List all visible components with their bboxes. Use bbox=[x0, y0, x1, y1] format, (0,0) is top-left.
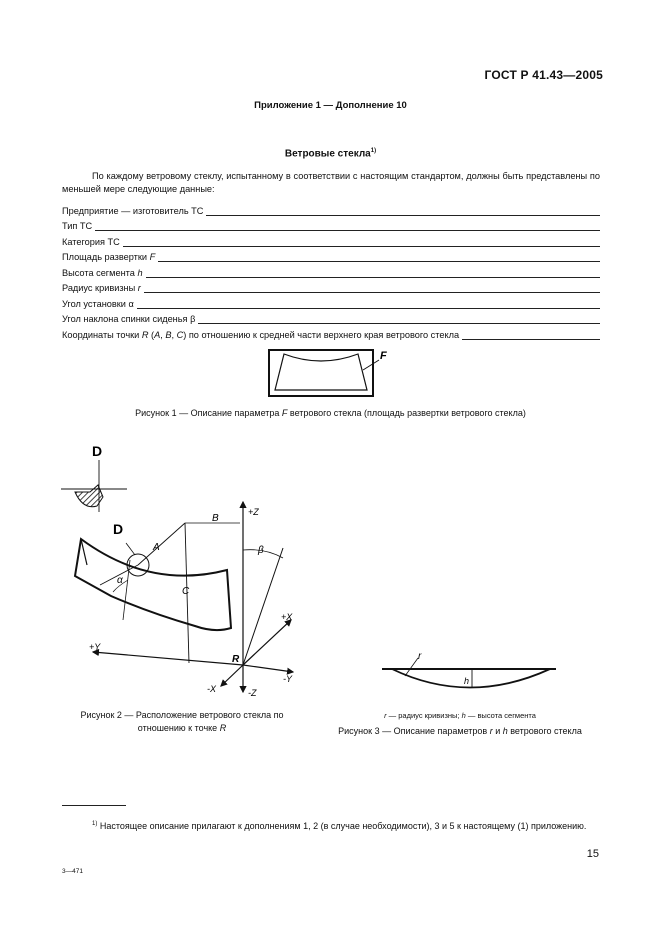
coord-text: ( bbox=[148, 329, 155, 340]
figure2-label-plus-z: +Z bbox=[248, 507, 259, 517]
field-point-r-coordinates bbox=[62, 324, 600, 340]
coord-b-symbol: B bbox=[165, 329, 172, 340]
figure3-label-h: h bbox=[464, 676, 470, 686]
figure2-label-a: A bbox=[153, 542, 160, 553]
field-symbol: h bbox=[137, 267, 143, 278]
footnote-mark: 1) bbox=[92, 821, 98, 827]
field-label: Предприятие — изготовитель ТС bbox=[62, 205, 204, 216]
field-label bbox=[62, 330, 459, 340]
caption-line bbox=[62, 722, 302, 735]
field-label: Угол установки bbox=[62, 298, 126, 309]
footnote-separator bbox=[62, 805, 126, 806]
figure1-leader-line bbox=[363, 360, 379, 370]
figure2-label-d-top: D bbox=[92, 443, 103, 459]
footnote bbox=[62, 818, 600, 833]
field-blank-line bbox=[137, 298, 600, 309]
field-symbol: α bbox=[128, 298, 134, 309]
field-blank-line bbox=[144, 282, 600, 293]
section-title bbox=[0, 148, 661, 159]
figure2-label-minus-x: -X bbox=[207, 684, 216, 694]
figure1-glass-outline bbox=[275, 354, 367, 390]
legend-symbol: h bbox=[461, 711, 466, 720]
document-header: ГОСТ Р 41.43—2005 bbox=[484, 68, 603, 82]
figure3-caption bbox=[320, 726, 600, 736]
coord-a-symbol: A bbox=[154, 329, 161, 340]
figure2-label-d-mid: D bbox=[113, 521, 124, 537]
caption-text: ветрового стекла (площадь развертки ветрового стекла) bbox=[287, 408, 526, 418]
page-number: 15 bbox=[586, 848, 599, 860]
caption-symbol: R bbox=[219, 723, 227, 733]
figure3-legend bbox=[320, 711, 600, 720]
caption-text: Рисунок 3 — Описание параметров bbox=[338, 726, 490, 736]
field-symbol: β bbox=[190, 314, 196, 324]
figure2-label-beta: β bbox=[258, 545, 264, 556]
footnote-text: Настоящее описание прилагают к дополнениям 1, 2 (в случае необходимости), 3 и 5 к настоящему (1) приложению. bbox=[99, 821, 587, 831]
detail-leader-line bbox=[126, 543, 135, 555]
figure2-label-plus-x: +X bbox=[281, 612, 293, 622]
figure1-frame bbox=[269, 350, 373, 396]
caption-symbol: F bbox=[281, 408, 288, 418]
caption-text: Рисунок 1 — Описание параметра bbox=[135, 408, 282, 418]
figure3-radius-leader bbox=[405, 658, 418, 676]
figure2-diagram bbox=[55, 440, 305, 702]
field-curvature-radius bbox=[62, 278, 600, 294]
field-blank-line bbox=[123, 236, 600, 247]
figure2-label-c: C bbox=[182, 586, 190, 597]
field-blank-line bbox=[198, 313, 600, 324]
figure1-diagram bbox=[260, 346, 400, 400]
coord-text: , bbox=[160, 329, 166, 340]
alpha-line-2 bbox=[123, 560, 130, 620]
x-axis-negative bbox=[221, 665, 243, 686]
field-blank-line bbox=[462, 329, 600, 340]
field-manufacturer bbox=[62, 200, 600, 216]
data-fields bbox=[62, 200, 600, 340]
caption-symbol: r bbox=[489, 726, 493, 736]
field-blank-line bbox=[206, 205, 600, 216]
field-label: Угол наклона спинки сиденья bbox=[62, 314, 188, 324]
field-label: Площадь развертки bbox=[62, 252, 148, 262]
detail-d-hatched-section bbox=[75, 485, 103, 507]
figure2-label-alpha: α bbox=[117, 575, 123, 586]
intro-paragraph: По каждому ветровому стеклу, испытанному в соответствии с настоящим стандартом, должны быть представлены по меньшей мере следующие данные: bbox=[62, 171, 600, 194]
field-label: Высота сегмента bbox=[62, 267, 135, 278]
footnote-reference: 1) bbox=[370, 148, 377, 154]
caption-text: ветрового стекла bbox=[507, 726, 582, 736]
legend-text: — радиус кривизны; bbox=[386, 711, 462, 720]
field-installation-angle bbox=[62, 293, 600, 309]
field-symbol: r bbox=[137, 283, 141, 293]
dimension-a-line bbox=[138, 523, 185, 565]
field-segment-height bbox=[62, 262, 600, 278]
figure2-label-plus-y: +Y bbox=[89, 642, 101, 652]
figure2-label-minus-z: -Z bbox=[248, 688, 257, 698]
seat-back-line bbox=[243, 548, 283, 665]
caption-line: Рисунок 2 — Расположение ветрового стекла по bbox=[80, 710, 284, 720]
figure2-label-b: B bbox=[212, 513, 219, 524]
field-developed-area bbox=[62, 247, 600, 263]
figure1-label-f: F bbox=[380, 350, 387, 362]
coord-text: ) по отношению к средней части верхнего края ветрового стекла bbox=[183, 329, 460, 340]
coord-text: , bbox=[171, 329, 177, 340]
appendix-title: Приложение 1 — Дополнение 10 bbox=[254, 100, 407, 111]
figure3-label-r: r bbox=[418, 651, 422, 662]
field-blank-line bbox=[146, 267, 600, 278]
y-axis-negative bbox=[243, 665, 293, 672]
legend-text: — высота сегмента bbox=[465, 711, 536, 720]
legend-symbol: r bbox=[384, 711, 387, 720]
coord-c-symbol: C bbox=[176, 329, 184, 340]
y-axis bbox=[93, 652, 243, 665]
figure3-diagram bbox=[380, 648, 560, 694]
field-label: Тип ТС bbox=[62, 221, 93, 231]
figure2-caption bbox=[62, 709, 302, 735]
caption-text: и bbox=[492, 726, 503, 736]
caption-text: отношению к точке bbox=[137, 723, 220, 733]
section-title-text: Ветровые стекла bbox=[284, 148, 371, 160]
field-vehicle-type bbox=[62, 216, 600, 232]
field-symbol: F bbox=[149, 252, 156, 262]
field-blank-line bbox=[95, 220, 600, 231]
figure2-label-r: R bbox=[232, 654, 240, 665]
figure1-caption bbox=[0, 408, 661, 418]
coord-text: Координаты точки bbox=[62, 329, 142, 340]
figure3-arc bbox=[392, 669, 550, 688]
print-code: 3—471 bbox=[62, 868, 83, 875]
field-seat-back-angle bbox=[62, 309, 600, 325]
field-blank-line bbox=[158, 251, 600, 262]
figure2-label-minus-y: -Y bbox=[283, 674, 292, 684]
field-label: Радиус кривизны bbox=[62, 283, 136, 293]
field-label: Категория ТС bbox=[62, 236, 120, 247]
caption-symbol: h bbox=[502, 726, 508, 736]
field-vehicle-category bbox=[62, 231, 600, 247]
coord-point-symbol: R bbox=[141, 329, 149, 340]
